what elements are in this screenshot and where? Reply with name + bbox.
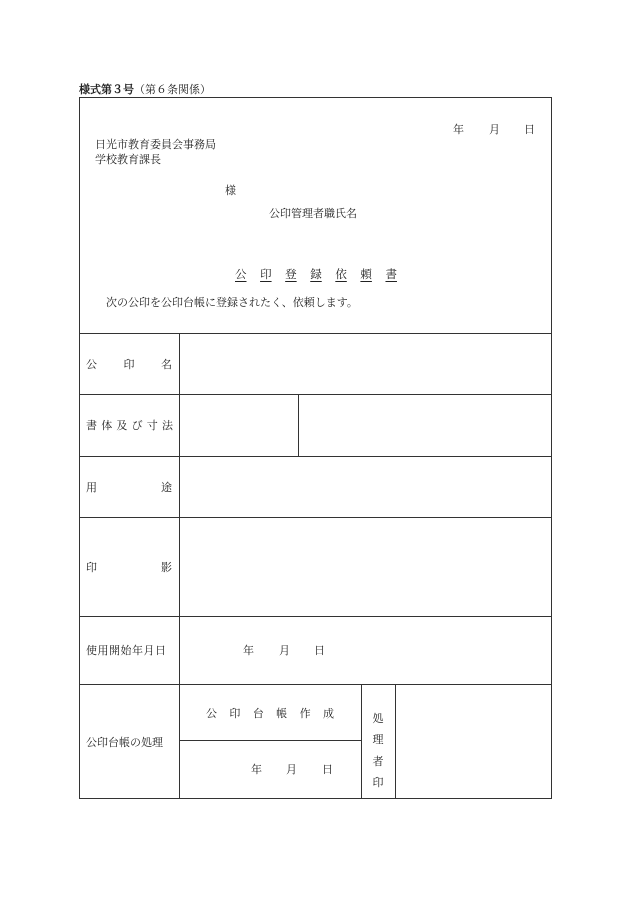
label-char: 公 bbox=[206, 707, 217, 720]
request-text: 次の公印を公印台帳に登録されたく、依頼します。 bbox=[106, 296, 358, 309]
label-char: 処 bbox=[372, 712, 384, 725]
ledger-year-label: 年 bbox=[251, 763, 262, 776]
label-char: 体 bbox=[101, 419, 113, 432]
seal-name-field[interactable] bbox=[180, 334, 551, 394]
label-char: 台 bbox=[252, 707, 264, 720]
ledger-processing-label: 公印台帳の処理 bbox=[86, 736, 163, 749]
start-date-label: 使用開始年月日 bbox=[86, 644, 167, 657]
handler-seal-field[interactable] bbox=[396, 685, 551, 798]
label-char: 及 bbox=[116, 419, 128, 432]
addressee-office: 日光市教育委員会事務局 bbox=[95, 138, 216, 151]
form-number: 様式第３号 bbox=[79, 83, 134, 96]
date-day-label: 日 bbox=[524, 123, 535, 136]
usage-field[interactable] bbox=[180, 457, 551, 517]
ledger-month-label: 月 bbox=[286, 763, 297, 776]
ledger-inner-divider bbox=[179, 740, 362, 741]
form-article-reference: （第６条関係） bbox=[134, 83, 211, 96]
frame-top-border bbox=[79, 97, 552, 98]
usage-label bbox=[86, 482, 172, 493]
form-title bbox=[235, 266, 397, 282]
seal-impression-field[interactable] bbox=[180, 518, 551, 616]
seal-name-label bbox=[86, 359, 172, 370]
date-year-label: 年 bbox=[453, 123, 464, 136]
label-char: 印 bbox=[86, 561, 97, 574]
row-divider-5 bbox=[79, 616, 552, 617]
ledger-handler-divider bbox=[361, 684, 362, 799]
style-field[interactable] bbox=[180, 395, 298, 456]
form-title-char: 書 bbox=[385, 267, 397, 281]
start-year-label: 年 bbox=[243, 644, 254, 657]
label-char: 寸 bbox=[146, 419, 158, 432]
ledger-creation-label bbox=[206, 708, 334, 719]
label-char: 印 bbox=[229, 707, 241, 720]
label-char: 作 bbox=[299, 707, 311, 720]
ledger-day-label: 日 bbox=[322, 763, 333, 776]
label-char: 印 bbox=[372, 776, 384, 790]
handler-seal-label bbox=[371, 708, 385, 794]
addressee-title: 学校教育課長 bbox=[95, 153, 161, 166]
seal-impression-label bbox=[86, 562, 172, 573]
label-char: 印 bbox=[123, 358, 135, 371]
honorific-sama: 様 bbox=[225, 184, 236, 197]
label-char: 成 bbox=[322, 707, 334, 720]
style-size-label bbox=[86, 420, 173, 431]
form-title-char: 頼 bbox=[360, 267, 372, 281]
start-day-label: 日 bbox=[314, 644, 325, 657]
label-char: 書 bbox=[86, 419, 97, 432]
frame-right-border bbox=[551, 97, 552, 799]
form-title-char: 登 bbox=[285, 267, 297, 281]
frame-bottom-border bbox=[79, 798, 552, 799]
label-char: 途 bbox=[161, 481, 172, 494]
date-month-label: 月 bbox=[489, 123, 500, 136]
label-char: 者 bbox=[372, 754, 384, 768]
label-char: び bbox=[131, 419, 143, 432]
label-char: 法 bbox=[161, 419, 173, 432]
label-char: 名 bbox=[161, 358, 172, 371]
start-month-label: 月 bbox=[279, 644, 290, 657]
form-title-char: 印 bbox=[260, 267, 272, 281]
form-title-char: 公 bbox=[235, 267, 247, 281]
form-title-char: 録 bbox=[310, 267, 322, 281]
form-title-char: 依 bbox=[335, 267, 347, 281]
label-char: 用 bbox=[86, 481, 97, 494]
label-char: 帳 bbox=[276, 707, 288, 720]
label-char: 理 bbox=[372, 733, 384, 747]
label-char: 公 bbox=[86, 358, 97, 371]
size-field[interactable] bbox=[299, 395, 551, 456]
requester-name-label: 公印管理者職氏名 bbox=[269, 207, 357, 220]
form-header bbox=[79, 81, 211, 97]
label-char: 影 bbox=[161, 561, 172, 574]
frame-left-border bbox=[79, 97, 80, 799]
